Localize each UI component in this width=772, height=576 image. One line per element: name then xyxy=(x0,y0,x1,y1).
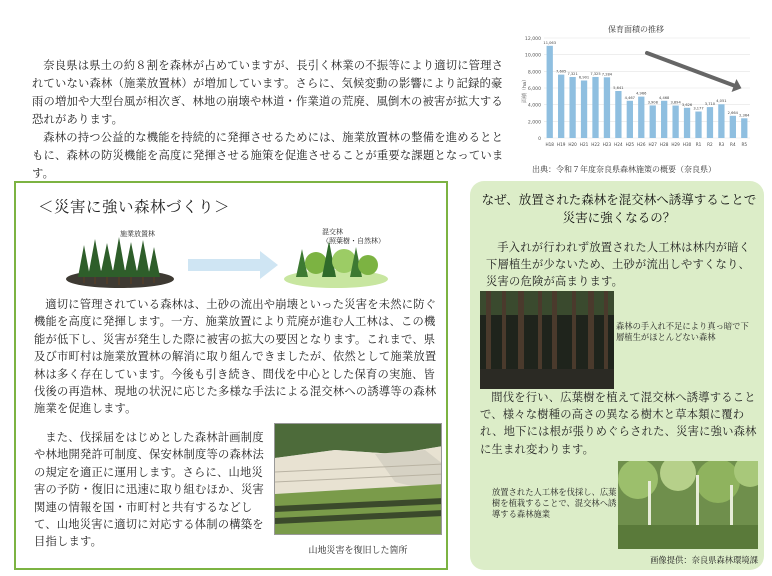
y-tick-label: 6,000 xyxy=(527,87,541,92)
y-tick-label: 10,000 xyxy=(524,53,541,59)
chart-bar xyxy=(638,97,644,138)
left-body-1 xyxy=(34,296,442,418)
bar-value-label: 7,605 xyxy=(556,69,567,74)
chart-bar xyxy=(741,118,747,138)
x-tick-label: R3 xyxy=(718,142,725,147)
y-tick-label: 12,000 xyxy=(524,37,541,42)
chart-bar xyxy=(672,106,678,138)
chart-bar xyxy=(707,107,713,138)
x-tick-label: R4 xyxy=(730,142,736,147)
x-tick-label: H19 xyxy=(556,142,566,147)
chart-bar xyxy=(718,104,724,138)
area-trend-chart xyxy=(518,20,756,180)
restored-slope-photo xyxy=(274,423,442,535)
dark-forest-photo xyxy=(480,291,614,389)
bar-value-label: 7,325 xyxy=(590,71,601,76)
chart-bar xyxy=(547,46,553,138)
x-tick-label: H28 xyxy=(659,142,669,147)
x-tick-label: H18 xyxy=(545,142,554,147)
right-body-1 xyxy=(486,239,756,291)
intro-paragraph-1: 奈良県は県土の約８割を森林が占めていますが、長引く林業の不振等により適切に管理されていない森林（施業放置林）が増加しています。さらに、気候変動の影響により記録的豪雨の増加や大型台風が相次ぎ、林地の崩壊や林道・作業道の荒廃、風倒木の被害が拡大する恐れがあります。 xyxy=(32,59,504,126)
chart-bar xyxy=(581,80,587,138)
x-tick-label: H25 xyxy=(625,142,635,147)
right-paragraph-1: 手入れが行われず放置された人工林は林内が暗く下層植生が少ないため、土砂が流出しやすくなり、災害の危険が高まります。 xyxy=(486,241,751,289)
chart-bar xyxy=(684,108,690,138)
chart-bar xyxy=(661,101,667,138)
x-tick-label: H22 xyxy=(591,142,600,147)
bar-value-label: 3,177 xyxy=(693,106,704,111)
trend-arrow-shaft xyxy=(647,53,734,86)
panel-title: ＜災害に強い森林づくり＞ xyxy=(38,198,231,216)
bar-value-label: 2,364 xyxy=(739,113,750,118)
dark-forest-caption: 森林の手入れ不足により真っ暗で下層植生がほとんどない森林 xyxy=(616,321,749,342)
x-tick-label: H23 xyxy=(602,142,612,147)
bar-value-label: 5,641 xyxy=(613,85,624,90)
why-mixed-forest-panel xyxy=(470,181,764,570)
illus-label-neglected: 施業放置林 xyxy=(120,230,155,238)
x-tick-label: R2 xyxy=(707,142,713,147)
illus-label-mixed-sub: （照葉樹・自然林） xyxy=(322,237,385,245)
bar-value-label: 4,467 xyxy=(624,95,635,100)
bar-value-label: 3,710 xyxy=(704,102,716,107)
chart-source: 出典：令和７年度奈良県森林施策の概要（奈良県） xyxy=(532,165,716,174)
bar-value-label: 4,966 xyxy=(636,91,647,96)
right-panel-title: なぜ、放置された森林を混交林へ誘導することで災害に強くなるの？ xyxy=(481,192,757,225)
x-tick-label: R5 xyxy=(741,142,748,147)
intro-text xyxy=(32,57,510,183)
chart-bar xyxy=(730,116,736,138)
mixed-forest-caption: 放置された人工林を伐採し、広葉樹を植栽することで、混交林へ誘導する森林施業 xyxy=(492,487,617,519)
x-tick-label: H29 xyxy=(671,142,680,147)
intro-paragraph-2: 森林の持つ公益的な機能を持続的に発揮させるためには、施業放置林の整備を進めるとともに、森林の防災機能を高度に発揮させる施策を促進させることが重要な課題となっています。 xyxy=(32,131,504,180)
photo-credit: 画像提供：奈良県森林環境課 xyxy=(650,555,758,565)
x-tick-label: H20 xyxy=(568,142,577,147)
chart-bar xyxy=(604,77,610,138)
bar-value-label: 3,626 xyxy=(681,102,693,107)
restored-slope-caption: 山地災害を復旧した箇所 xyxy=(308,546,408,556)
x-tick-label: H27 xyxy=(648,142,657,147)
y-tick-label: 4,000 xyxy=(527,103,541,109)
x-tick-label: H24 xyxy=(614,142,623,147)
bar-value-label: 7,284 xyxy=(601,72,613,77)
chart-bar xyxy=(695,112,701,138)
mixed-forest-photo xyxy=(618,461,758,549)
y-tick-label: 8,000 xyxy=(527,70,541,76)
left-body-2 xyxy=(34,429,272,551)
chart-bar xyxy=(592,77,598,138)
bar-value-label: 4,051 xyxy=(716,99,727,104)
y-tick-label: 0 xyxy=(538,137,541,142)
bar-value-label: 3,908 xyxy=(647,100,658,105)
x-tick-label: H21 xyxy=(579,142,589,147)
illus-label-mixed: 混交林 xyxy=(322,228,343,236)
disaster-resilient-forest-panel xyxy=(14,181,448,570)
bar-value-label: 7,321 xyxy=(567,71,578,76)
x-tick-label: H26 xyxy=(637,142,646,147)
left-paragraph-2: また、伐採届をはじめとした森林計画制度や林地開発許可制度、保安林制度等の森林法の規定を適正に運用します。さらに、山地災害の予防・復旧に迅速に取り組むほか、災害関連の情報を国・市町村と共有するなどして、山地災害に適切に対応する体制の構築を目指します。 xyxy=(34,431,264,549)
bar-value-label: 11,063 xyxy=(543,40,557,45)
chart-bar xyxy=(615,91,621,138)
chart-bar xyxy=(569,77,575,138)
bar-value-label: 2,664 xyxy=(727,110,738,115)
forest-transition-illustration xyxy=(64,228,404,293)
right-body-2 xyxy=(480,389,760,458)
right-paragraph-2: 間伐を行い、広葉樹を植えて混交林へ誘導することで、様々な樹種の高さの異なる樹木と草本類に覆われ、地下には根が張りめぐらされた、災害に強い森林に生まれ変わります。 xyxy=(480,391,757,456)
left-paragraph-1: 適切に管理されている森林は、土砂の流出や崩壊といった災害を未然に防ぐ機能を高度に発揮します。一方、施業放置により荒廃が進む人工林は、この機能が低下し、災害が発生した際に被害の拡大の要因となります。これまで、県及び市町村は施業放置林の解消に取り組んできましたが、依然として施業放置林は多く存在しています。今後も引き続き、間伐を中心とした保育の実施、皆伐後の再造林、現地の状況に応じた多様な手法による混交林への誘導等の森林施業を促進します。 xyxy=(34,298,437,416)
chart-bar xyxy=(627,101,633,138)
chart-bar xyxy=(558,75,564,138)
chart-title: 保育面積の推移 xyxy=(608,25,664,34)
chart-bar xyxy=(650,105,656,138)
bar-value-label: 6,901 xyxy=(578,75,590,80)
bar-value-label: 4,468 xyxy=(659,95,670,100)
bar-value-label: 3,894 xyxy=(670,100,681,105)
chart-svg xyxy=(518,20,756,162)
y-tick-label: 2,000 xyxy=(527,120,541,126)
x-tick-label: H30 xyxy=(682,142,692,147)
y-axis-label: 面積（ha） xyxy=(522,76,528,104)
x-tick-label: R1 xyxy=(695,142,702,147)
